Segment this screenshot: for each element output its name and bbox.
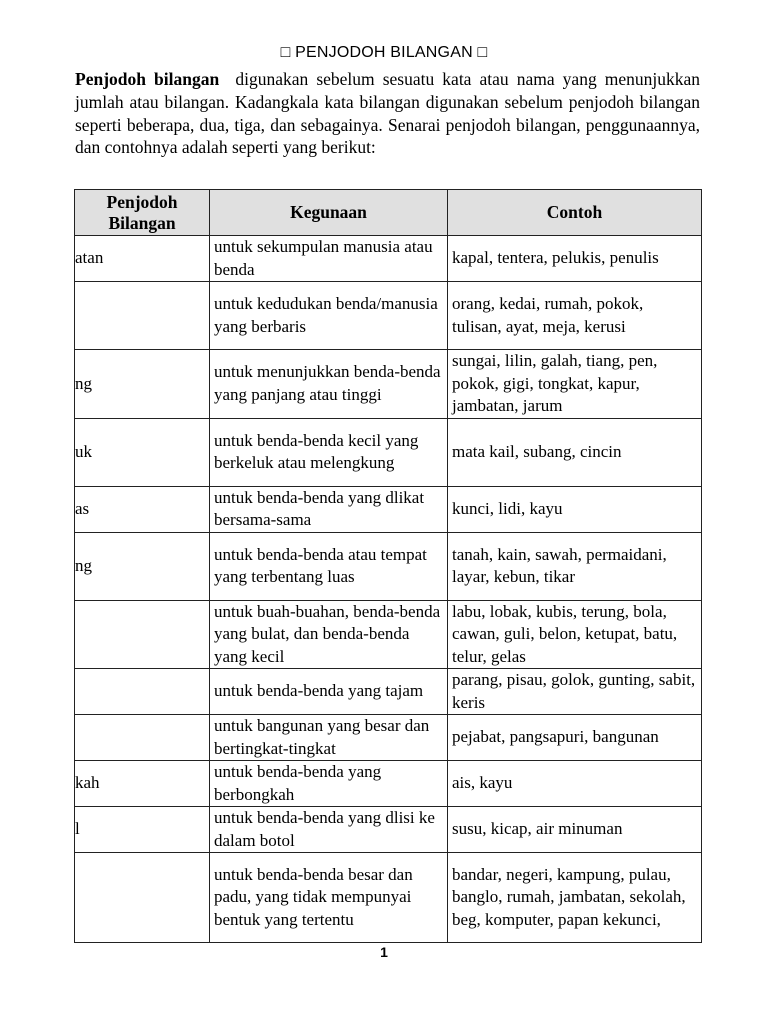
- kegunaan-cell: untuk sekumpulan manusia atau benda: [210, 236, 448, 282]
- kegunaan-cell: untuk buah-buahan, benda-benda yang bulat, dan benda-benda yang kecil: [210, 600, 448, 669]
- intro-paragraph: [75, 68, 700, 159]
- page-title: □ PENJODOH BILANGAN □: [280, 44, 488, 61]
- contoh-cell: pejabat, pangsapuri, bangunan: [448, 715, 702, 761]
- header-penjodoh: Penjodoh Bilangan: [75, 190, 210, 236]
- table-row: [75, 282, 702, 350]
- contoh-cell: sungai, lilin, galah, tiang, pen, pokok, gigi, tongkat, kapur, jambatan, jarum: [448, 350, 702, 419]
- penjodoh-text: uk: [75, 441, 92, 461]
- penjodoh-cell: [75, 418, 210, 486]
- contoh-cell: orang, kedai, rumah, pokok, tulisan, ayat, meja, kerusi: [448, 282, 702, 350]
- contoh-cell: susu, kicap, air minuman: [448, 807, 702, 853]
- kegunaan-cell: untuk benda-benda yang dlisi ke dalam botol: [210, 807, 448, 853]
- table-row: [75, 761, 702, 807]
- table-row: [75, 532, 702, 600]
- contoh-cell: kunci, lidi, kayu: [448, 486, 702, 532]
- kegunaan-cell: untuk benda-benda yang berbongkah: [210, 761, 448, 807]
- contoh-cell: bandar, negeri, kampung, pulau, banglo, rumah, jambatan, sekolah, beg, komputer, papan kekunci,: [448, 853, 702, 943]
- penjodoh-cell: [75, 853, 210, 943]
- kegunaan-cell: untuk menunjukkan benda-benda yang panjang atau tinggi: [210, 350, 448, 419]
- penjodoh-cell: [75, 532, 210, 600]
- table-row: [75, 600, 702, 669]
- table-row: [75, 350, 702, 419]
- penjodoh-cell: [75, 600, 210, 669]
- penjodoh-cell: [75, 486, 210, 532]
- contoh-cell: ais, kayu: [448, 761, 702, 807]
- penjodoh-table: [74, 189, 702, 943]
- kegunaan-cell: untuk benda-benda besar dan padu, yang tidak mempunyai bentuk yang tertentu: [210, 853, 448, 943]
- kegunaan-cell: untuk benda-benda yang tajam: [210, 669, 448, 715]
- header-contoh: Contoh: [448, 190, 702, 236]
- penjodoh-cell: [75, 715, 210, 761]
- table-row: [75, 807, 702, 853]
- penjodoh-text: as: [75, 498, 90, 518]
- penjodoh-text: ng: [75, 555, 92, 575]
- intro-text: digunakan sebelum sesuatu kata atau nama yang menunjukkan jumlah atau bilangan. Kadangkala kata bilangan digunakan sebelum penjodoh bilangan seperti beberapa, dua, tiga, dan sebagainya. Senarai penjodoh bilangan, penggunaannya, dan contohnya adalah seperti yang berikut:: [75, 69, 701, 158]
- kegunaan-cell: untuk benda-benda yang dlikat bersama-sama: [210, 486, 448, 532]
- penjodoh-cell: [75, 669, 210, 715]
- penjodoh-cell: [75, 761, 210, 807]
- penjodoh-cell: [75, 807, 210, 853]
- page-number: 1: [380, 944, 388, 960]
- penjodoh-text: l: [75, 819, 80, 839]
- contoh-cell: kapal, tentera, pelukis, penulis: [448, 236, 702, 282]
- penjodoh-cell: [75, 236, 210, 282]
- contoh-cell: labu, lobak, kubis, terung, bola, cawan, guli, belon, ketupat, batu, telur, gelas: [448, 600, 702, 669]
- table-header-row: [75, 190, 702, 236]
- kegunaan-cell: untuk kedudukan benda/manusia yang berbaris: [210, 282, 448, 350]
- penjodoh-text: atan: [75, 248, 104, 268]
- table-row: [75, 486, 702, 532]
- table-row: [75, 669, 702, 715]
- table-row: [75, 715, 702, 761]
- kegunaan-cell: untuk benda-benda atau tempat yang terbentang luas: [210, 532, 448, 600]
- table-row: [75, 236, 702, 282]
- kegunaan-cell: untuk bangunan yang besar dan bertingkat-tingkat: [210, 715, 448, 761]
- table-row: [75, 853, 702, 943]
- contoh-cell: mata kail, subang, cincin: [448, 418, 702, 486]
- table-row: [75, 418, 702, 486]
- kegunaan-cell: untuk benda-benda kecil yang berkeluk atau melengkung: [210, 418, 448, 486]
- contoh-cell: parang, pisau, golok, gunting, sabit, keris: [448, 669, 702, 715]
- penjodoh-cell: [75, 282, 210, 350]
- contoh-cell: tanah, kain, sawah, permaidani, layar, kebun, tikar: [448, 532, 702, 600]
- penjodoh-cell: [75, 350, 210, 419]
- header-kegunaan: Kegunaan: [210, 190, 448, 236]
- penjodoh-text: ng: [75, 373, 92, 393]
- intro-term: Penjodoh bilangan: [75, 69, 220, 89]
- penjodoh-text: kah: [75, 773, 100, 793]
